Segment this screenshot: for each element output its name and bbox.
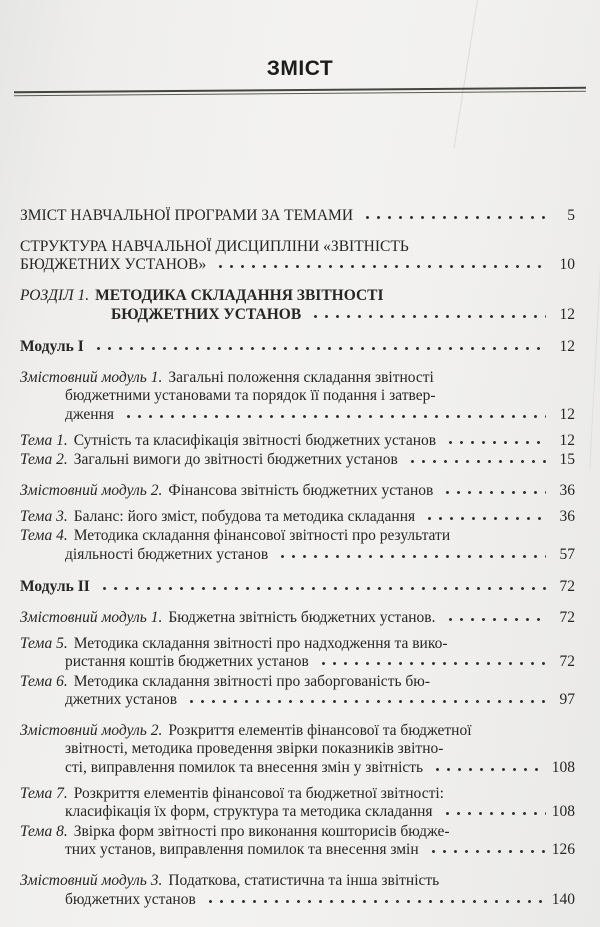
toc-entry-text: звітності, методика проведення звірки показників звітно- (65, 740, 444, 758)
toc-entry-text: МЕТОДИКА СКЛАДАННЯ ЗВІТНОСТІ (95, 286, 384, 304)
toc-entry-continuation-line (20, 256, 575, 275)
toc-entry-prefix: Тема 4. (20, 527, 68, 545)
toc-entry-line (20, 369, 575, 388)
leader-dots (405, 451, 546, 464)
toc-entry-text: бюджетними установами та порядок її подання і затвер- (65, 387, 436, 405)
toc-entry-prefix: Тема 5. (20, 634, 68, 652)
toc-entry-text: БЮДЖЕТНИХ УСТАНОВ» (20, 256, 207, 274)
page-number: 72 (559, 578, 575, 596)
toc-entry-text: дження (65, 405, 114, 423)
toc-entry-text: СТРУКТУРА НАВЧАЛЬНОЇ ДИСЦИПЛІНИ «ЗВІТНІСТЬ (20, 237, 409, 255)
toc-entry (20, 451, 575, 470)
page-number: 140 (551, 890, 575, 908)
toc-entry-text: Фінансова звітність бюджетних установ (168, 481, 434, 499)
toc-entry-line (20, 507, 575, 526)
toc-entry (20, 369, 575, 425)
toc-entry-prefix: Тема 3. (20, 507, 68, 525)
toc-entry (20, 287, 575, 324)
toc-entry-line (20, 207, 575, 226)
toc-entry (20, 238, 575, 275)
toc-entry (20, 507, 575, 526)
toc-entry-continuation-line (20, 406, 575, 425)
page-number: 108 (551, 803, 575, 821)
leader-dots (91, 338, 546, 351)
toc-entry-continuation-line (20, 387, 575, 406)
toc-entry-line (20, 238, 575, 257)
toc-entry-continuation-line (20, 653, 575, 672)
leader-dots (360, 207, 546, 220)
toc-list (20, 207, 575, 909)
page-number: 12 (559, 305, 575, 323)
toc-entry-prefix: Тема 1. (20, 431, 68, 449)
toc-entry-continuation-line (20, 890, 575, 909)
leader-dots (316, 653, 546, 666)
leader-dots (121, 406, 546, 419)
toc-entry-text: Загальні вимоги до звітності бюджетних установ (73, 451, 398, 469)
toc-entry-prefix: Змістовний модуль 1. (20, 368, 163, 386)
toc-entry-text: Розкриття елементів фінансової та бюджетної звітності: (73, 784, 444, 802)
toc-entry (20, 482, 575, 501)
page-number: 12 (559, 405, 575, 423)
toc-entry-text: Звірка форм звітності про виконання кошторисів бюдже- (73, 822, 450, 840)
toc-entry-text: сті, виправлення помилок та внесення змін у звітність (65, 759, 424, 777)
toc-entry-continuation-line (20, 691, 575, 710)
toc-entry-text: Розкриття елементів фінансової та бюджетної (168, 721, 472, 739)
toc-entry-prefix: Тема 6. (20, 672, 68, 690)
toc-entry-text: ристання коштів бюджетних установ (65, 653, 309, 671)
toc-entry-continuation-line (20, 759, 575, 778)
toc-entry-line (20, 823, 575, 842)
toc-entry-text: Методика складання фінансової звітності про результати (73, 527, 451, 545)
page-number: 5 (567, 207, 575, 225)
toc-entry-continuation-line (20, 546, 575, 565)
toc-entry-line (20, 722, 575, 741)
title-divider-rule (14, 87, 586, 96)
toc-entry (20, 338, 575, 357)
scan-crease-line-2 (589, 250, 600, 470)
toc-entry-line (20, 431, 575, 450)
toc-entry-text: ЗМІСТ НАВЧАЛЬНОЇ ПРОГРАМИ ЗА ТЕМАМИ (20, 207, 354, 225)
leader-dots (426, 841, 546, 854)
leader-dots (203, 890, 546, 903)
toc-entry (20, 872, 575, 909)
leader-dots (184, 691, 546, 704)
page-number: 126 (551, 841, 575, 859)
page-number: 57 (559, 545, 575, 563)
toc-entry-text: Податкова, статистична та інша звітність (168, 871, 440, 889)
toc-entry-text: Сутність та класифікація звітності бюджетних установ (73, 431, 437, 449)
toc-entry-prefix: Тема 7. (20, 784, 68, 802)
page-number: 108 (551, 759, 575, 777)
toc-entry-text: Загальні положення складання звітності (168, 368, 434, 386)
toc-entry-line (20, 785, 575, 804)
toc-entry-text: діяльності бюджетних установ (65, 545, 269, 563)
toc-entry-prefix: Змістовний модуль 2. (20, 721, 163, 739)
toc-entry (20, 578, 575, 597)
leader-dots (430, 759, 546, 772)
toc-entry-line (20, 482, 575, 501)
leader-dots (275, 546, 546, 559)
toc-entry-prefix: Змістовний модуль 3. (20, 871, 163, 889)
toc-entry-text: Бюджетна звітність бюджетних установ. (168, 609, 436, 627)
page-number: 36 (559, 481, 575, 499)
toc-entry (20, 527, 575, 564)
toc-entry-text: Модуль II (20, 578, 90, 596)
toc-entry (20, 609, 575, 628)
leader-dots (440, 482, 546, 495)
toc-entry-line (20, 635, 575, 654)
toc-entry-text: джетних установ (65, 691, 178, 709)
toc-entry-text: Методика складання звітності про заборгованість бю- (73, 672, 431, 690)
leader-dots (308, 305, 546, 318)
toc-entry (20, 823, 575, 860)
toc-entry-line (20, 609, 575, 628)
toc-entry-prefix: Тема 8. (20, 822, 68, 840)
page-number: 72 (559, 653, 575, 671)
leader-dots (440, 803, 546, 816)
page-number: 36 (559, 507, 575, 525)
toc-entry (20, 635, 575, 672)
toc-entry-line (20, 287, 575, 306)
toc-entry-line (20, 527, 575, 546)
leader-dots (97, 578, 546, 591)
page-number: 12 (559, 431, 575, 449)
page-number: 72 (559, 609, 575, 627)
page-number: 97 (559, 691, 575, 709)
toc-entry-text: класифікація їх форм, структура та методика складання (65, 803, 433, 821)
toc-entry-line (20, 673, 575, 692)
toc-entry-continuation-line (20, 305, 575, 324)
leader-dots (443, 609, 547, 622)
toc-entry-text: БЮДЖЕТНИХ УСТАНОВ (111, 305, 302, 323)
toc-entry-text: Модуль I (20, 338, 84, 356)
toc-entry-text: Методика складання звітності про надходження та вико- (73, 634, 448, 652)
toc-entry-line (20, 578, 575, 597)
toc-entry-text: бюджетних установ (65, 890, 196, 908)
toc-entry-line (20, 451, 575, 470)
toc-entry (20, 673, 575, 710)
page-number: 12 (559, 338, 575, 356)
toc-entry-continuation-line (20, 740, 575, 759)
toc-entry-text: Баланс: його зміст, побудова та методика складання (73, 507, 416, 525)
leader-dots (443, 431, 546, 444)
page-title: ЗМІСТ (266, 57, 334, 80)
toc-entry-prefix: Змістовний модуль 2. (20, 481, 163, 499)
page-number: 15 (559, 451, 575, 469)
toc-entry (20, 785, 575, 822)
toc-entry-line (20, 338, 575, 357)
leader-dots (422, 507, 546, 520)
page-number: 10 (559, 256, 575, 274)
toc-entry (20, 431, 575, 450)
toc-entry-prefix: Тема 2. (20, 451, 68, 469)
toc-entry-text: тних установ, виправлення помилок та внесення змін (65, 841, 419, 859)
toc-entry (20, 207, 575, 226)
toc-entry-continuation-line (20, 841, 575, 860)
toc-entry-prefix: РОЗДІЛ 1. (20, 286, 90, 304)
toc-entry-line (20, 872, 575, 891)
toc-entry (20, 722, 575, 778)
toc-entry-prefix: Змістовний модуль 1. (20, 609, 163, 627)
leader-dots (213, 256, 546, 269)
toc-entry-continuation-line (20, 803, 575, 822)
